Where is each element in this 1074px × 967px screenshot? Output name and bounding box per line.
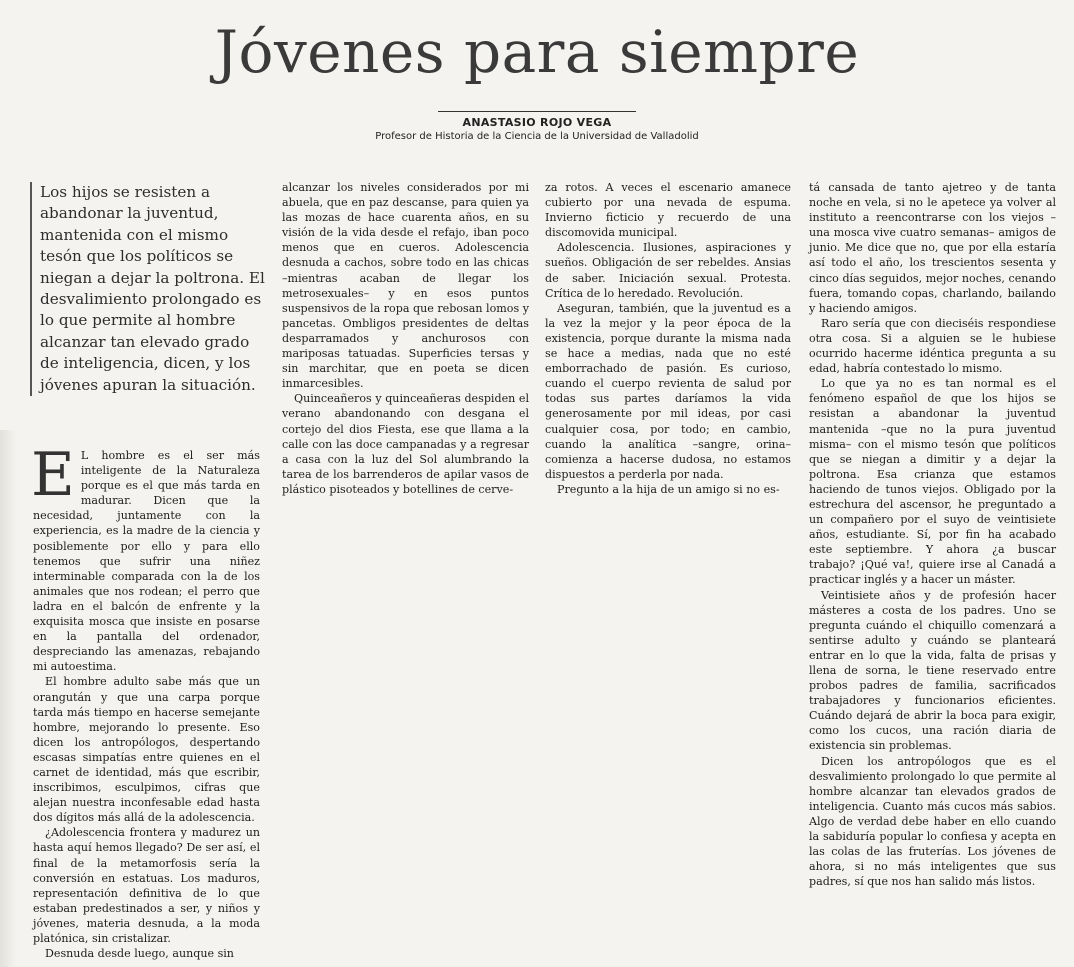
paragraph: Desnuda desde luego, aunque sin bbox=[45, 947, 234, 961]
article-title: Jóvenes para siempre bbox=[214, 18, 860, 86]
paragraph: Aseguran, también, que la juventud es a la vez la mejor y la peor época de la existencia, porque durante la misma nada se hace a medias, nada que no esté emborrachado de pasión. Es curioso, cuando el cuerpo revienta de salud por todas sus partes daríamos la vida generosamente por mil ideas, por casi cualquier cosa, por todo; en cambio, cuando la analítica –sangre, orina– comienza a hacerse dudosa, no estamos dispuestos a perderla por nada. bbox=[545, 301, 791, 481]
article-column-2 bbox=[282, 180, 529, 497]
article-column-3 bbox=[545, 180, 791, 497]
paragraph: Veintisiete años y de profesión hacer másteres a costa de los padres. Uno se pregunta cuándo el chiquillo comenzará a sentirse adulto y cuándo se planteará entrar en lo que la vida, falta de prisas y llena de sorna, le tiene reservado entre probos padres de familia, sacrificados trabajadores y funcionarios eficientes. Cuándo dejará de abrir la boca para exigir, como los cucos, una ración diaria de existencia sin problemas. bbox=[809, 588, 1056, 753]
paragraph: ¿Adolescencia frontera y madurez un hasta aquí hemos llegado? De ser así, el final de la metamorfosis sería la conversión en estatuas. Los maduros, representación definitiva de lo que estaban predestinados a ser, y niños y jóvenes, materia desnuda, a la moda platónica, sin cristalizar. bbox=[33, 826, 260, 945]
drop-cap: E bbox=[31, 440, 75, 510]
paragraph: Quinceañeros y quinceañeras despiden el verano abandonando con desgana el cortejo del dios Fiesta, ese que llama a la calle con las doce campanadas y a regresar a casa con la luz del Sol alumbrando la tarea de los barrenderos de apilar vasos de plástico pisoteados y botellines de cerve- bbox=[282, 392, 529, 496]
author-description: Profesor de Historia de la Ciencia de la Universidad de Valladolid bbox=[375, 131, 699, 142]
article-column-4 bbox=[809, 180, 1056, 889]
scan-shadow bbox=[0, 430, 16, 967]
paragraph: El hombre adulto sabe más que un orangután y que una carpa porque tarda más tiempo en hacerse semejante hombre, mejorando lo presente. Eso dicen los antropólogos, despertando escasas simpatías entre quienes en el carnet de identidad, más que escribir, inscribimos, esculpimos, cifras que alejan nuestra inconfesable edad hasta dos dígitos más allá de la adolescencia. bbox=[33, 675, 260, 825]
paragraph: Lo que ya no es tan normal es el fenómeno español de que los hijos se resistan a abandonar la juventud mantenida –que no la pura juventud misma– con el mismo tesón que políticos que se niegan a dimitir y a dejar la poltrona. Esa crianza que estamos haciendo de tunos viejos. Obligado por la estrechura del ascensor, he preguntado a un compañero por el suyo de veintisiete años, estudiante. Sí, por fin ha acabado este septiembre. Y ahora ¿a buscar trabajo? ¡Qué va!, quiere irse al Canadá a practicar inglés y a hacer un máster. bbox=[809, 377, 1056, 587]
paragraph: tá cansada de tanto ajetreo y de tanta noche en vela, si no le apetece ya volver al instituto a reencontrarse con los viejos –una mosca vive cuatro semanas– amigos de junio. Me dice que no, que por ella estaría así todo el año, los trescientos sesenta y cinco días seguidos, mejor noches, cenando fuera, tomando copas, charlando, bailando y haciendo amigos. bbox=[809, 181, 1056, 315]
paragraph: alcanzar los niveles considerados por mi abuela, que en paz descanse, para quien ya las mozas de hace cuarenta años, en su visión de la vida desde el refajo, iban poco menos que en cueros. Adolescencia desnuda a cachos, sobre todo en las chicas –mientras acaban de llegar los metrosexuales– y en esos puntos suspensivos de la ropa que rebosan lomos y pancetas. Ombligos presidentes de deltas desparramados y anchurosos con mariposas tatuadas. Superficies tersas y sin marchitar, que en poeta se dicen inmarcesibles. bbox=[282, 181, 529, 391]
paragraph: Adolescencia. Ilusiones, aspiraciones y sueños. Obligación de ser rebeldes. Ansias de saber. Iniciación sexual. Protesta. Crítica de lo heredado. Revolución. bbox=[545, 241, 791, 300]
byline-divider bbox=[438, 111, 636, 112]
paragraph: Raro sería que con dieciséis respondiese otra cosa. Si a alguien se le hubiese ocurrido hacerme idéntica pregunta a su edad, habría contestado lo mismo. bbox=[809, 316, 1056, 376]
author-name: ANASTASIO ROJO VEGA bbox=[462, 116, 612, 129]
pull-quote: Los hijos se resisten a abandonar la juventud, mantenida con el mismo tesón que los políticos se niegan a dejar la poltrona. El desvalimiento prolongado es lo que permite al hombre alcanzar tan elevado grado de inteligencia, dicen, y los jóvenes apuran la situación. bbox=[30, 182, 272, 396]
paragraph: Pregunto a la hija de un amigo si no es- bbox=[557, 482, 780, 496]
paragraph: L hombre es el ser más inteligente de la Naturaleza porque es el que más tarda en madurar. Dicen que la necesidad, juntamente con la experiencia, es la madre de la ciencia y posiblemente por ello y para ello tenemos que sufrir una niñez interminable comparada con la de los animales que nos rodean; el perro que ladra en el balcón de enfrente y la exquisita mosca que insiste en posarse en la pantalla del ordenador, despreciando las amenazas, rebajando mi autoestima. bbox=[33, 449, 260, 674]
article-column-1 bbox=[31, 440, 260, 961]
paragraph: za rotos. A veces el escenario amanece cubierto por una nevada de espuma. Invierno ficticio y recuerdo de una discomovida municipal. bbox=[545, 181, 791, 240]
paragraph: Dicen los antropólogos que es el desvalimiento prolongado lo que permite al hombre alcanzar tan elevados grados de inteligencia. Cuanto más cucos más sabios. Algo de verdad debe haber en ello cuando la sabiduría popular lo confiesa y acepta en las colas de las fruterías. Los jóvenes de ahora, si no más inteligentes que sus padres, sí que nos han salido más listos. bbox=[809, 754, 1056, 889]
